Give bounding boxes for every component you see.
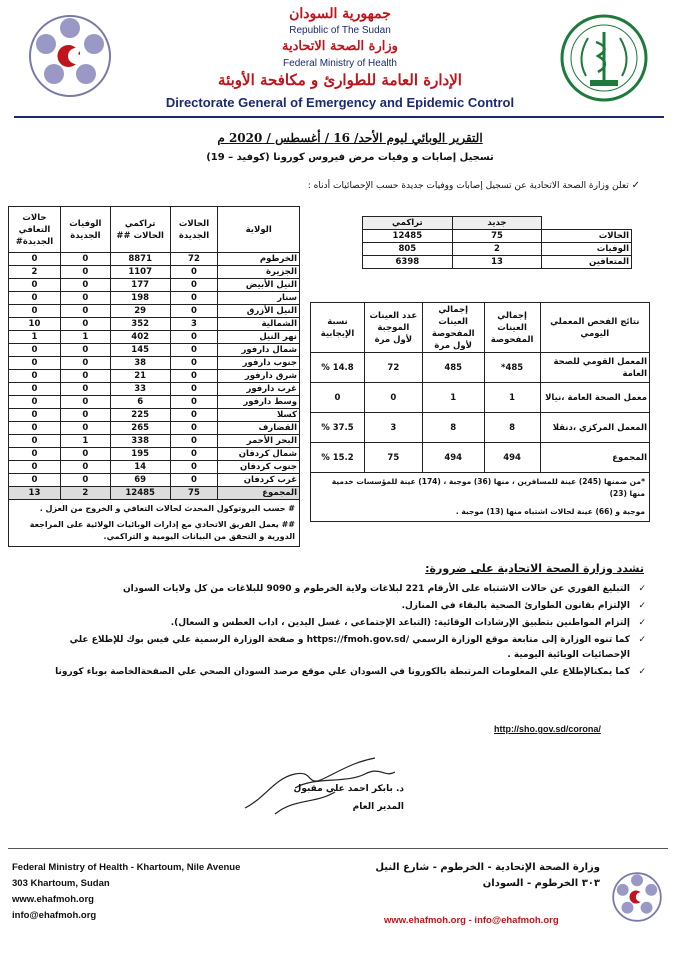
state-new-recovered: 1 <box>9 331 61 344</box>
lab-positive: 75 <box>364 443 422 473</box>
lab-name: المعمل المركزي ،دنقلا <box>540 413 649 443</box>
footer-right <box>330 860 600 892</box>
table-row <box>9 422 300 435</box>
lab-positive: 3 <box>364 413 422 443</box>
state-cum-cases: 225 <box>110 409 170 422</box>
state-name: سنار <box>218 292 300 305</box>
states-total-deaths: 2 <box>60 487 110 500</box>
state-new-deaths: 0 <box>60 396 110 409</box>
lab-positivity-rate: 0 <box>311 383 365 413</box>
state-new-deaths: 0 <box>60 279 110 292</box>
states-total-new: 75 <box>170 487 218 500</box>
state-name: شرق دارفور <box>218 370 300 383</box>
state-name: الشمالية <box>218 318 300 331</box>
states-note-2: ## يعمل الفريق الاتحادي مع إدارات الوبائيات الولائية على المراجعة الدورية و التحقق من البيانات اليومية و التراكمي. <box>29 520 295 541</box>
table-row <box>363 256 632 269</box>
states-header-new: الحالات الجديدة <box>170 207 218 253</box>
state-cum-cases: 402 <box>110 331 170 344</box>
list-item <box>36 616 646 631</box>
state-cum-cases: 21 <box>110 370 170 383</box>
lab-first-samples: 8 <box>422 413 484 443</box>
intro-text: تعلن وزارة الصحة الاتحادية عن تسجيل إصابات ووفيات جديدة حسب الإحصائيات أدناه : <box>307 181 629 191</box>
list-item <box>36 665 646 680</box>
recommendation-text: كما يمكنالإطلاع علي المعلومات المرتبطة بالكورونا في السودان علي موقع مرصد السودان الصحي علي الصفحةالخاصة بوباء كورونا <box>55 667 630 677</box>
state-name: البحر الأحمر <box>218 435 300 448</box>
lab-footnote-2: موجبة و (66) عينة لحالات اشتباه منها (13) موجبة . <box>455 507 645 516</box>
state-name: القضارف <box>218 422 300 435</box>
state-new-cases: 0 <box>170 279 218 292</box>
state-new-deaths: 0 <box>60 305 110 318</box>
states-table <box>8 206 300 547</box>
state-name: كسلا <box>218 409 300 422</box>
state-new-recovered: 0 <box>9 409 61 422</box>
report-subtitle: تسجيل إصابات و وفيات مرض فيروس كورونا (كوفيد – 19) <box>206 152 494 163</box>
lab-header-total: إجمالي العينات المفحوصة <box>484 303 540 353</box>
lab-footnotes <box>311 473 650 522</box>
state-cum-cases: 338 <box>110 435 170 448</box>
state-cum-cases: 1107 <box>110 266 170 279</box>
lab-total-samples: 1 <box>484 383 540 413</box>
state-cum-cases: 6 <box>110 396 170 409</box>
lab-header-positive: عدد العينات الموجبة لأول مرة <box>364 303 422 353</box>
ministry-ar: وزارة الصحة الاتحادية <box>282 39 398 54</box>
summary-new: 2 <box>452 243 542 256</box>
check-icon: ✓ <box>638 584 646 594</box>
recommendations-list <box>36 582 646 682</box>
header-divider <box>14 116 664 118</box>
state-new-cases: 0 <box>170 448 218 461</box>
lab-name: المعمل القومي للصحة العامة <box>540 353 649 383</box>
state-new-cases: 0 <box>170 474 218 487</box>
lab-header-rate: نسبة الإيجابية <box>311 303 365 353</box>
lab-total-samples: 8 <box>484 413 540 443</box>
table-row <box>9 435 300 448</box>
footer-left <box>12 860 312 924</box>
header <box>0 0 677 120</box>
summary-header-cum: تراكمي <box>363 217 453 230</box>
summary-label: الوفيات <box>542 243 632 256</box>
state-new-deaths: 0 <box>60 370 110 383</box>
state-cum-cases: 195 <box>110 448 170 461</box>
state-name: غرب كردفان <box>218 474 300 487</box>
state-new-deaths: 0 <box>60 422 110 435</box>
check-icon: ✓ <box>638 618 646 628</box>
state-new-cases: 0 <box>170 357 218 370</box>
state-name: النيل الأبيض <box>218 279 300 292</box>
lab-table <box>310 302 650 522</box>
check-icon: ✓ <box>631 180 640 191</box>
state-name: وسط دارفور <box>218 396 300 409</box>
state-name: الخرطوم <box>218 253 300 266</box>
state-cum-cases: 33 <box>110 383 170 396</box>
state-cum-cases: 38 <box>110 357 170 370</box>
list-item <box>36 599 646 614</box>
state-new-deaths: 0 <box>60 266 110 279</box>
state-new-recovered: 0 <box>9 292 61 305</box>
lab-first-samples: 485 <box>422 353 484 383</box>
table-row <box>363 243 632 256</box>
directorate-en: Directorate General of Emergency and Epidemic Control <box>165 95 515 110</box>
summary-cum: 805 <box>363 243 453 256</box>
table-row <box>9 344 300 357</box>
state-new-deaths: 1 <box>60 331 110 344</box>
summary-corner <box>542 217 632 230</box>
directorate-ar: الإدارة العامة للطوارئ و مكافحة الأوبئة <box>218 71 462 89</box>
table-row <box>9 253 300 266</box>
footer-email-en[interactable]: info@ehafmoh.org <box>12 910 97 921</box>
state-new-recovered: 0 <box>9 448 61 461</box>
footer-contact-right[interactable]: www.ehafmoh.org - info@ehafmoh.org <box>384 915 559 926</box>
recommendation-text: الإلتزام بقانون الطوارئ الصحية بالبقاء في المنازل. <box>401 601 630 611</box>
state-new-cases: 0 <box>170 331 218 344</box>
summary-table <box>362 216 632 269</box>
state-new-cases: 0 <box>170 461 218 474</box>
state-new-deaths: 0 <box>60 318 110 331</box>
state-name: غرب دارفور <box>218 383 300 396</box>
table-row <box>311 413 650 443</box>
lab-header-first: إجمالي العينات المفحوصة لأول مرة <box>422 303 484 353</box>
state-new-recovered: 10 <box>9 318 61 331</box>
state-cum-cases: 69 <box>110 474 170 487</box>
lab-name: المجموع <box>540 443 649 473</box>
footer-city-ar: ٣٠٣ الخرطوم - السودان <box>482 878 600 889</box>
signatory-role: المدير العام <box>352 802 404 812</box>
report-intro <box>300 180 640 191</box>
state-new-deaths: 0 <box>60 461 110 474</box>
lab-positivity-rate: 15.2 % <box>311 443 365 473</box>
state-new-recovered: 2 <box>9 266 61 279</box>
summary-cum: 6398 <box>363 256 453 269</box>
table-row <box>363 230 632 243</box>
state-new-cases: 0 <box>170 305 218 318</box>
state-new-recovered: 0 <box>9 305 61 318</box>
ministry-en: Federal Ministry of Health <box>283 58 397 69</box>
state-new-recovered: 0 <box>9 370 61 383</box>
state-name: شمال كردفان <box>218 448 300 461</box>
lab-header-lab: نتائج الفحص المعملي اليومي <box>540 303 649 353</box>
table-row <box>9 305 300 318</box>
lab-name: معمل الصحة العامة ،نيالا <box>540 383 649 413</box>
state-name: شمال دارفور <box>218 344 300 357</box>
state-new-recovered: 0 <box>9 422 61 435</box>
state-new-deaths: 0 <box>60 292 110 305</box>
ministry-logo-left <box>28 14 112 98</box>
state-new-deaths: 0 <box>60 344 110 357</box>
states-header-cum: تراكمي الحالات ## <box>110 207 170 253</box>
state-new-deaths: 0 <box>60 253 110 266</box>
recommendation-text: كما تنوه الوزارة إلى متابعة موقع الوزارة الرسمي /https://fmoh.gov.sd و صفحة الوزارة الرسمية علي فيس بوك للإطلاع علي الإحصائيات الوبائية اليومية . <box>69 635 630 660</box>
state-new-recovered: 0 <box>9 357 61 370</box>
state-cum-cases: 177 <box>110 279 170 292</box>
states-notes <box>9 500 300 547</box>
table-row <box>9 357 300 370</box>
footer-address-en: Federal Ministry of Health - Khartoum, Nile Avenue <box>12 862 241 873</box>
list-item <box>36 582 646 597</box>
report-title: التقرير الوبائي ليوم الأحد/ 16 / أغسطس / 2020 م <box>217 131 483 145</box>
state-new-deaths: 0 <box>60 409 110 422</box>
states-total-cum: 12485 <box>110 487 170 500</box>
state-new-deaths: 0 <box>60 357 110 370</box>
states-total-row <box>9 487 300 500</box>
state-cum-cases: 198 <box>110 292 170 305</box>
footer-divider <box>8 848 668 849</box>
table-row <box>9 292 300 305</box>
state-new-recovered: 0 <box>9 253 61 266</box>
check-icon: ✓ <box>638 667 646 677</box>
lab-positivity-rate: 37.5 % <box>311 413 365 443</box>
footer-address-ar: وزارة الصحة الإتحادية - الخرطوم - شارع النيل <box>375 862 600 873</box>
state-new-cases: 72 <box>170 253 218 266</box>
ministry-logo-right <box>560 14 648 102</box>
state-new-cases: 0 <box>170 344 218 357</box>
ministry-logo-footer <box>612 872 662 922</box>
lab-total-samples: 485* <box>484 353 540 383</box>
table-row <box>9 331 300 344</box>
table-row <box>9 266 300 279</box>
state-new-recovered: 0 <box>9 396 61 409</box>
check-icon: ✓ <box>638 635 646 645</box>
signatory-name: د. بابكر احمد علي مقبول <box>293 784 404 794</box>
state-name: نهر النيل <box>218 331 300 344</box>
state-new-cases: 0 <box>170 422 218 435</box>
states-header-deaths: الوفيات الجديدة <box>60 207 110 253</box>
lab-positivity-rate: 14.8 % <box>311 353 365 383</box>
recommendation-text: إلتزام المواطنين بتطبيق الإرشادات الوقائية: (التباعد الإجتماعي ، غسل اليدين ، اداب العطس و السعال). <box>170 618 630 628</box>
state-new-cases: 0 <box>170 266 218 279</box>
state-new-deaths: 0 <box>60 474 110 487</box>
state-name: جنوب كردفان <box>218 461 300 474</box>
table-row <box>9 370 300 383</box>
state-cum-cases: 145 <box>110 344 170 357</box>
state-new-cases: 0 <box>170 435 218 448</box>
corona-link[interactable]: http://sho.gov.sd/corona/ <box>494 724 601 734</box>
state-new-cases: 3 <box>170 318 218 331</box>
state-new-recovered: 0 <box>9 461 61 474</box>
summary-label: المتعافين <box>542 256 632 269</box>
states-header-recovered: حالات التعافي الجديدة# <box>9 207 61 253</box>
table-row <box>9 383 300 396</box>
lab-footnote-1: *من ضمنها (245) عينة للمسافرين ، منها (36) موجبة ، (174) عينة للمؤسسات خدمية منها (23) <box>331 477 645 498</box>
state-new-cases: 0 <box>170 409 218 422</box>
table-row <box>311 443 650 473</box>
summary-label: الحالات <box>542 230 632 243</box>
state-cum-cases: 8871 <box>110 253 170 266</box>
summary-new: 13 <box>452 256 542 269</box>
footer-city-en: 303 Khartoum, Sudan <box>12 878 110 889</box>
summary-new: 75 <box>452 230 542 243</box>
states-total-recovered: 13 <box>9 487 61 500</box>
table-row <box>9 318 300 331</box>
summary-header-new: جديد <box>452 217 542 230</box>
republic-ar: جمهورية السودان <box>289 6 391 22</box>
table-row <box>311 353 650 383</box>
state-new-recovered: 0 <box>9 344 61 357</box>
state-new-cases: 0 <box>170 370 218 383</box>
states-header-state: الولاية <box>218 207 300 253</box>
lab-first-samples: 1 <box>422 383 484 413</box>
lab-total-samples: 494 <box>484 443 540 473</box>
state-cum-cases: 29 <box>110 305 170 318</box>
state-new-recovered: 0 <box>9 383 61 396</box>
lab-positive: 0 <box>364 383 422 413</box>
state-name: النيل الأزرق <box>218 305 300 318</box>
lab-positive: 72 <box>364 353 422 383</box>
states-body <box>9 253 300 487</box>
list-item <box>36 633 646 663</box>
table-row <box>9 448 300 461</box>
states-note-1: # حسب البروتوكول المحدث لحالات التعافي و الخروج من العزل . <box>39 504 295 513</box>
state-new-deaths: 0 <box>60 383 110 396</box>
state-new-cases: 0 <box>170 383 218 396</box>
state-cum-cases: 14 <box>110 461 170 474</box>
table-row <box>9 396 300 409</box>
state-new-recovered: 0 <box>9 279 61 292</box>
check-icon: ✓ <box>638 601 646 611</box>
republic-en: Republic of The Sudan <box>289 25 391 36</box>
state-name: جنوب دارفور <box>218 357 300 370</box>
states-total-label: المجموع <box>218 487 300 500</box>
state-new-recovered: 0 <box>9 474 61 487</box>
state-new-cases: 0 <box>170 396 218 409</box>
state-new-cases: 0 <box>170 292 218 305</box>
table-row <box>311 383 650 413</box>
state-cum-cases: 352 <box>110 318 170 331</box>
state-new-recovered: 0 <box>9 435 61 448</box>
state-name: الجزيرة <box>218 266 300 279</box>
table-row <box>9 474 300 487</box>
table-row <box>9 461 300 474</box>
state-new-deaths: 1 <box>60 435 110 448</box>
table-row <box>9 279 300 292</box>
lab-first-samples: 494 <box>422 443 484 473</box>
recommendations-title: تشدد وزارة الصحة الاتحادية على ضرورة: <box>425 562 644 575</box>
table-row <box>9 409 300 422</box>
footer-website-en[interactable]: www.ehafmoh.org <box>12 894 94 905</box>
summary-cum: 12485 <box>363 230 453 243</box>
lab-body <box>311 353 650 473</box>
state-cum-cases: 265 <box>110 422 170 435</box>
state-new-deaths: 0 <box>60 448 110 461</box>
recommendation-text: التبليغ الفوري عن حالات الاشتباه على الأرقام 221 لبلاغات ولاية الخرطوم و 9090 للبلاغات من كل ولايات السودان <box>122 584 630 594</box>
